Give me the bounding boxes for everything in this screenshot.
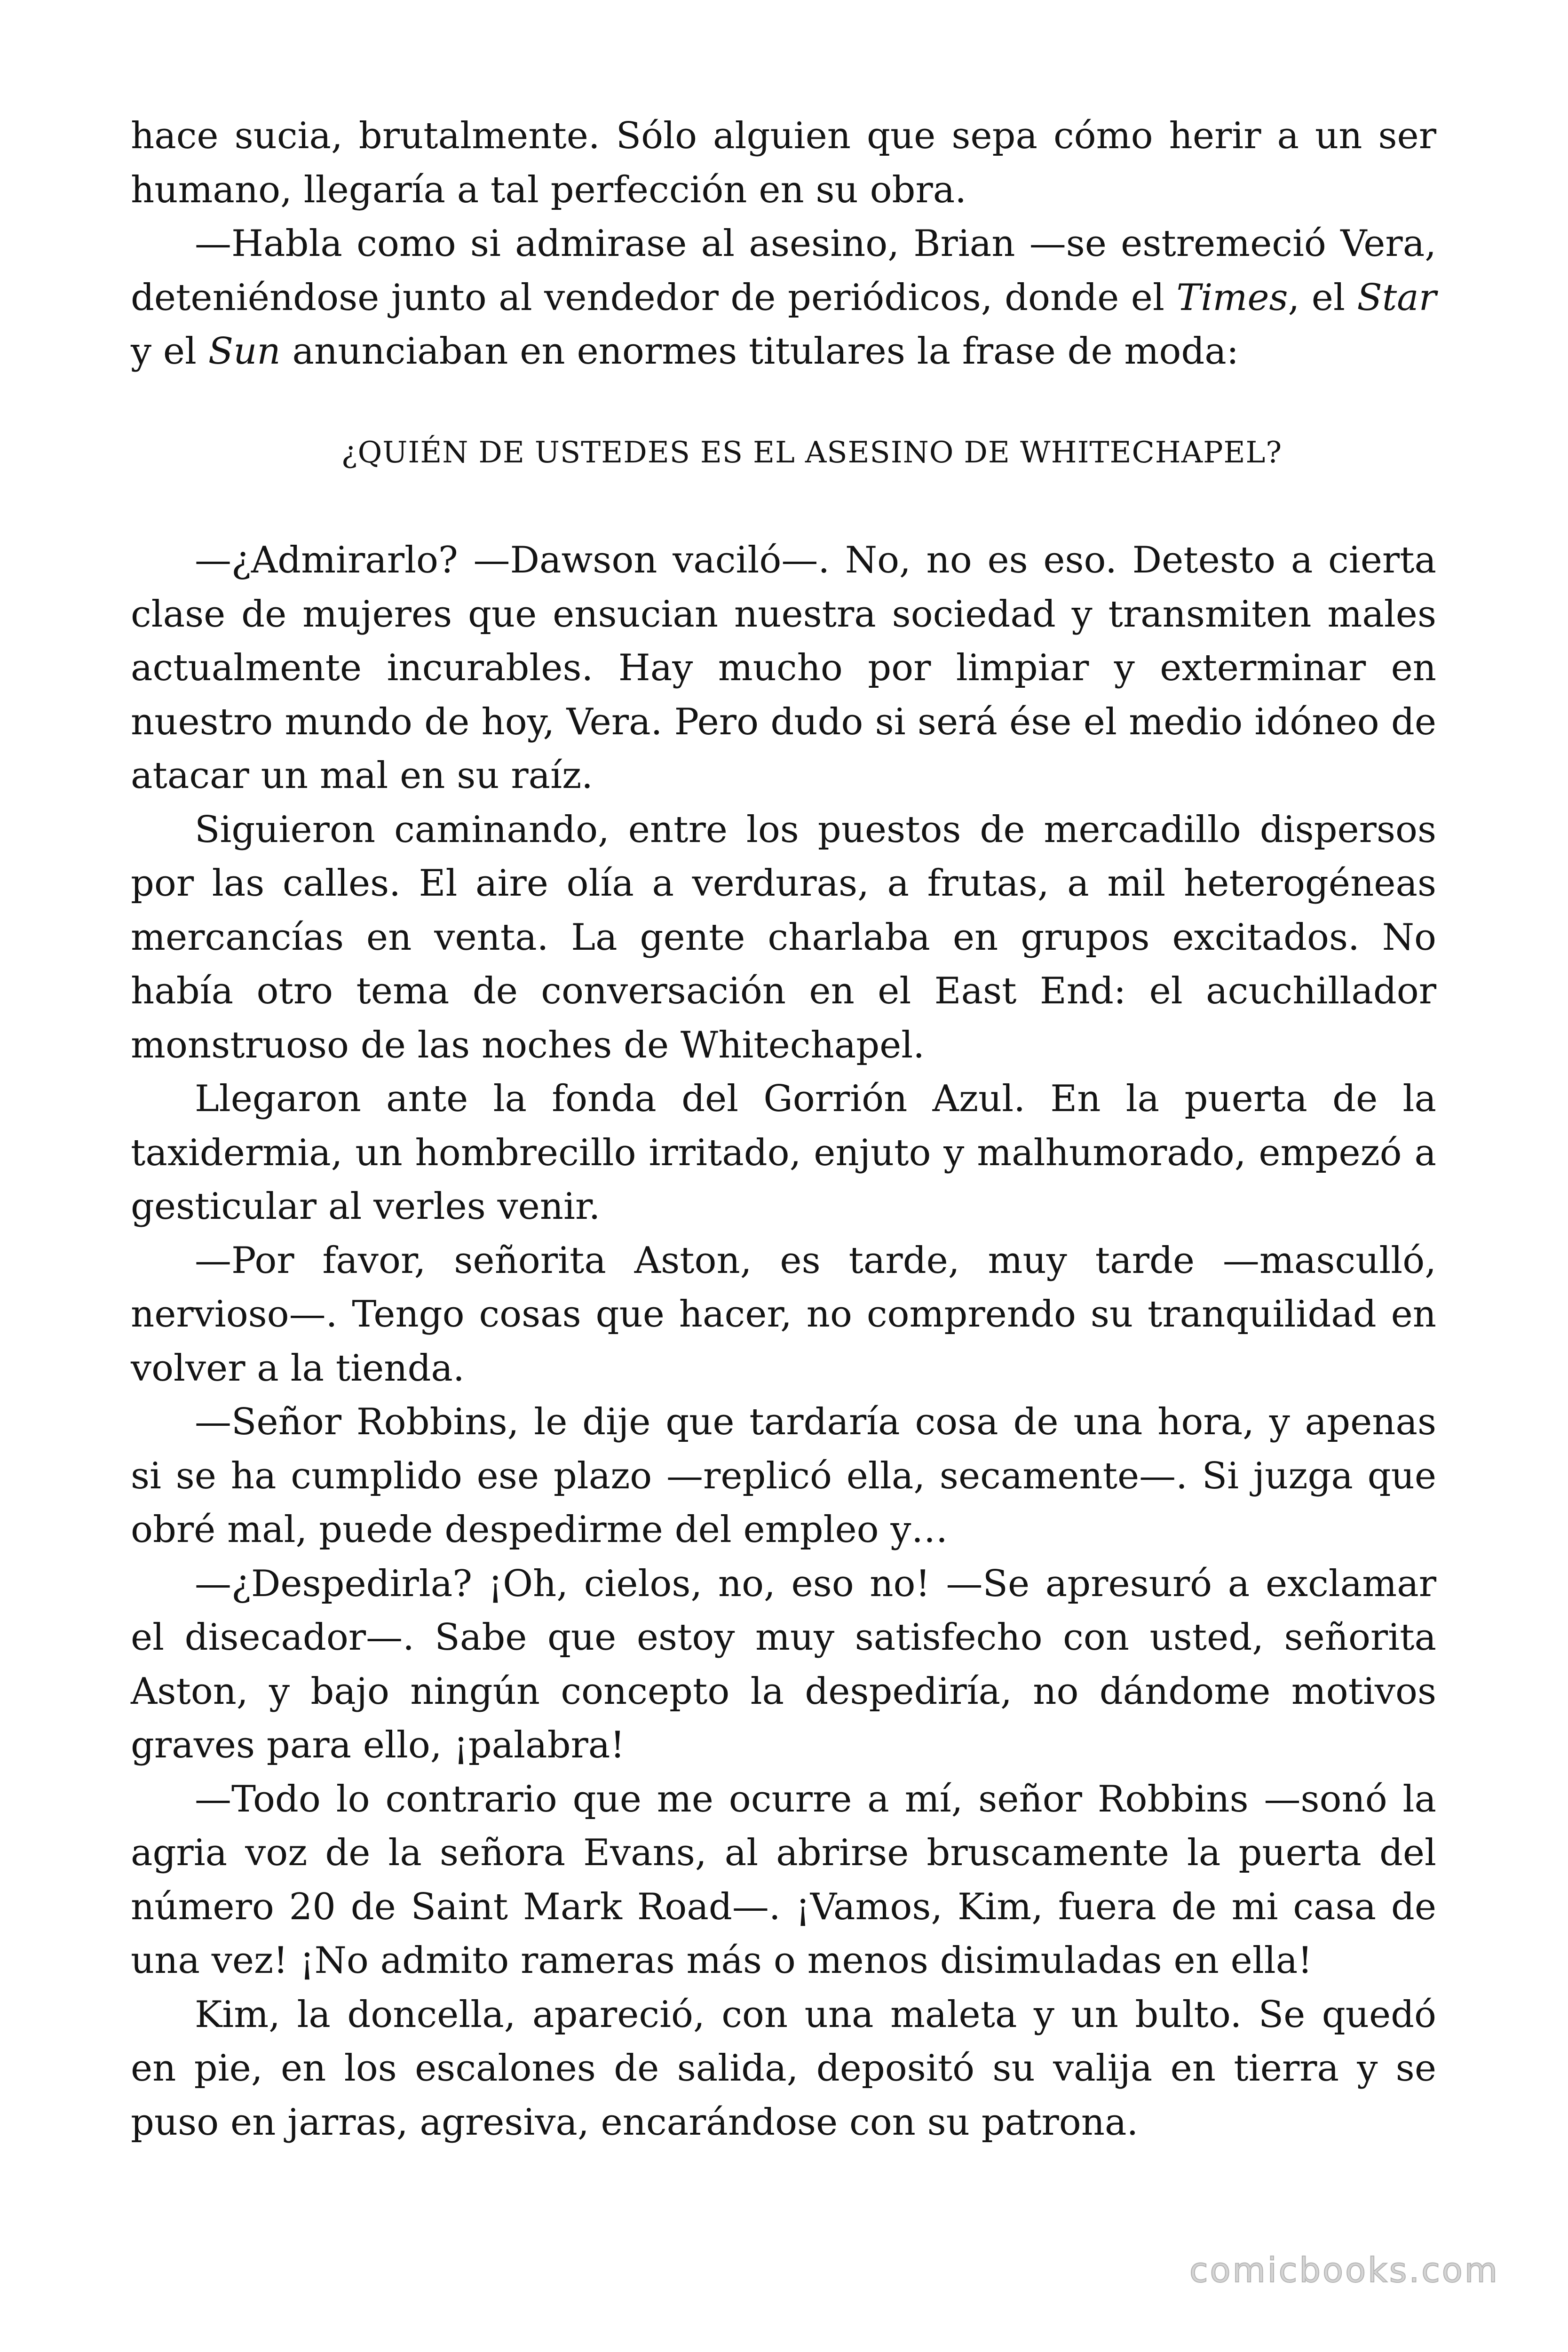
paragraph: [131, 1072, 1436, 1234]
newspaper-title-star: Star: [1357, 276, 1436, 319]
paragraph: [131, 1772, 1436, 1988]
text-segment: , el: [1288, 276, 1357, 319]
text-segment: —Todo lo contrario que me ocurre a mí, señor Robbins —sonó la agria voz de la señora Evans, al abrirse bruscamente la puerta del número 20 de Saint Mark Road—. ¡Vamos, Kim, fuera de mi casa de una vez! ¡No admito rameras más o menos disimuladas en ella!: [131, 1778, 1436, 1982]
watermark: comicbooks.com: [1189, 2250, 1499, 2290]
text-segment: Kim, la doncella, apareció, con una maleta y un bulto. Se quedó en pie, en los escalones de salida, depositó su valija en tierra y se puso en jarras, agresiva, encarándose con su patrona.: [131, 1993, 1436, 2144]
text-segment: y el: [131, 330, 208, 373]
headline-text: ¿QUIÉN DE USTEDES ES EL ASESINO DE WHITECHAPEL?: [341, 435, 1283, 469]
paragraph: [131, 1234, 1436, 1396]
text-segment: —¿Admirarlo? —Dawson vaciló—. No, no es eso. Detesto a cierta clase de mujeres que ensucian nuestra sociedad y transmiten males actualmente incurables. Hay mucho por limpiar y exterminar en nuestro mundo de hoy, Vera. Pero dudo si será ése el medio idóneo de atacar un mal en su raíz.: [131, 539, 1436, 797]
text-segment: —¿Despedirla? ¡Oh, cielos, no, eso no! —Se apresuró a exclamar el disecador—. Sabe que estoy muy satisfecho con usted, señorita Aston, y bajo ningún concepto la despediría, no dándome motivos graves para ello, ¡palabra!: [131, 1562, 1436, 1766]
paragraph: [131, 803, 1436, 1073]
paragraph: [131, 533, 1436, 803]
text-segment: hace sucia, brutalmente. Sólo alguien que sepa cómo herir a un ser humano, llegaría a tal perfección en su obra.: [131, 115, 1436, 211]
text-segment: anunciaban en enormes titulares la frase de moda:: [280, 330, 1239, 373]
paragraph: [131, 1395, 1436, 1557]
paragraph: [131, 109, 1436, 217]
text-segment: —Por favor, señorita Aston, es tarde, muy tarde —masculló, nervioso—. Tengo cosas que hacer, no comprendo su tranquilidad en volver a la tienda.: [131, 1239, 1436, 1390]
newspaper-title-times: Times: [1176, 276, 1288, 319]
text-segment: —Señor Robbins, le dije que tardaría cosa de una hora, y apenas si se ha cumplido ese plazo —replicó ella, secamente—. Si juzga que obré mal, puede despedirme del empleo y…: [131, 1401, 1436, 1551]
newspaper-headline: [131, 426, 1436, 480]
paragraph: [131, 217, 1436, 379]
newspaper-title-sun: Sun: [208, 330, 281, 373]
text-segment: Llegaron ante la fonda del Gorrión Azul. En la puerta de la taxidermia, un hombrecillo irritado, enjuto y malhumorado, empezó a gesticular al verles venir.: [131, 1078, 1436, 1228]
paragraph: [131, 1557, 1436, 1772]
book-page-text: [131, 109, 1436, 2149]
paragraph: [131, 1988, 1436, 2150]
text-segment: —Habla como si admirase al asesino, Brian —se estremeció Vera, deteniéndose junto al vendedor de periódicos, donde el: [131, 222, 1436, 319]
text-segment: Siguieron caminando, entre los puestos de mercadillo dispersos por las calles. El aire olía a verduras, a frutas, a mil heterogéneas mercancías en venta. La gente charlaba en grupos excitados. No había otro tema de conversación en el East End: el acuchillador monstruoso de las noches de Whitechapel.: [131, 808, 1436, 1066]
